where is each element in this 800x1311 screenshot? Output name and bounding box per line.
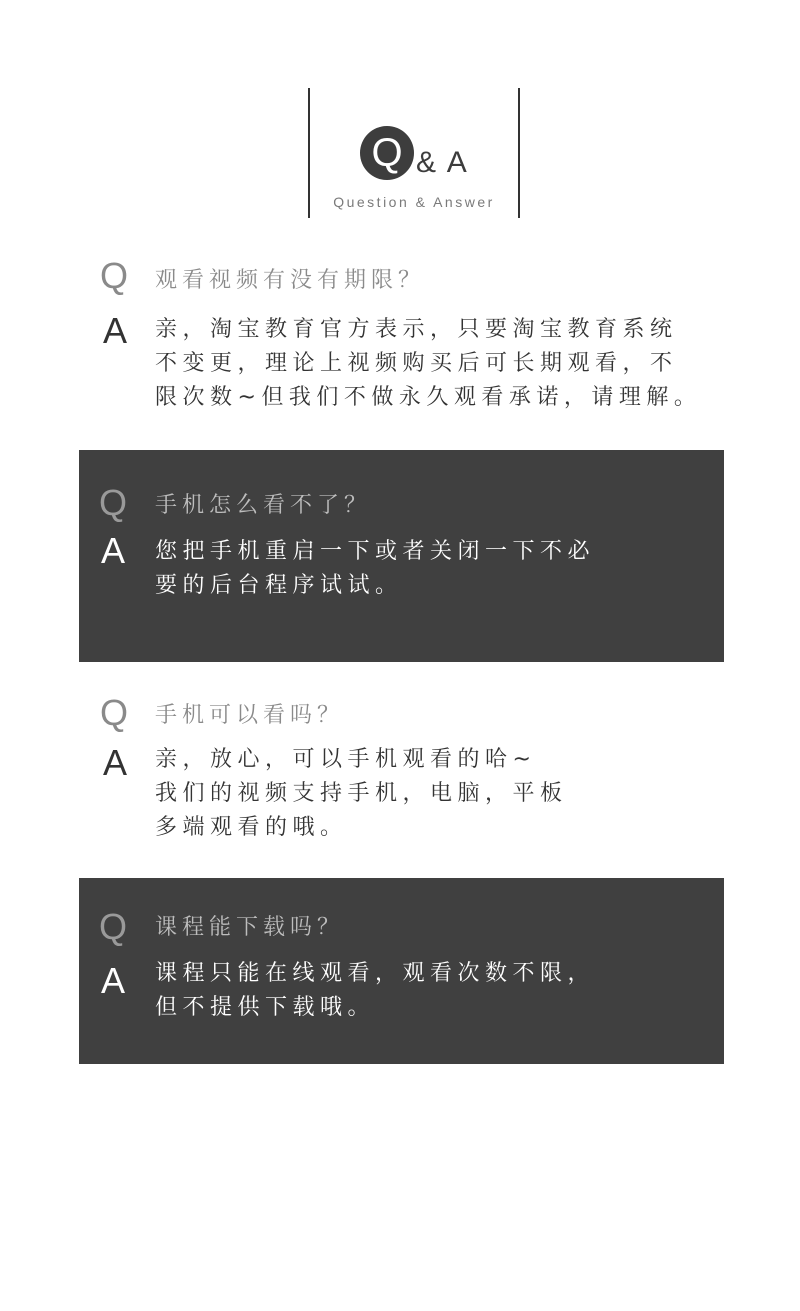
a-marker: A [101,960,126,1001]
answer-line: 多端观看的哦。 [155,815,348,840]
answer-line: 课程只能在线观看，观看次数不限， [155,961,596,986]
q-marker: Q [99,482,128,523]
answer-line: 我们的视频支持手机，电脑，平板 [155,781,568,806]
faq-item [0,245,800,445]
q-marker: Q [100,255,129,296]
answer-line: 您把手机重启一下或者关闭一下不必 [155,539,596,564]
a-marker: A [101,530,126,571]
faq-question: 课程能下载吗？ [155,915,345,940]
faq-question: 手机怎么看不了？ [155,493,372,518]
qa-logo-q: Q [360,126,414,180]
answer-line: 不变更，理论上视频购买后可长期观看，不 [155,351,678,376]
answer-line: 但不提供下载哦。 [155,995,376,1020]
faq-item [0,680,800,870]
a-marker: A [103,742,128,783]
q-marker: Q [99,906,128,947]
qa-logo-amp-a: & A [416,146,469,179]
faq-question: 手机可以看吗？ [155,703,345,728]
faq-item [79,878,724,1064]
faq-question: 观看视频有没有期限？ [155,268,426,293]
q-marker: Q [100,692,129,733]
answer-line: 要的后台程序试试。 [155,573,403,598]
qa-header [308,88,520,218]
answer-line: 亲，淘宝教育官方表示，只要淘宝教育系统 [155,317,678,342]
answer-line: 亲，放心，可以手机观看的哈~ [155,747,537,772]
answer-line: 限次数~但我们不做永久观看承诺，请理解。 [155,385,702,410]
a-marker: A [103,310,128,351]
qa-subtitle: Question & Answer [333,194,495,210]
faq-item [79,450,724,662]
